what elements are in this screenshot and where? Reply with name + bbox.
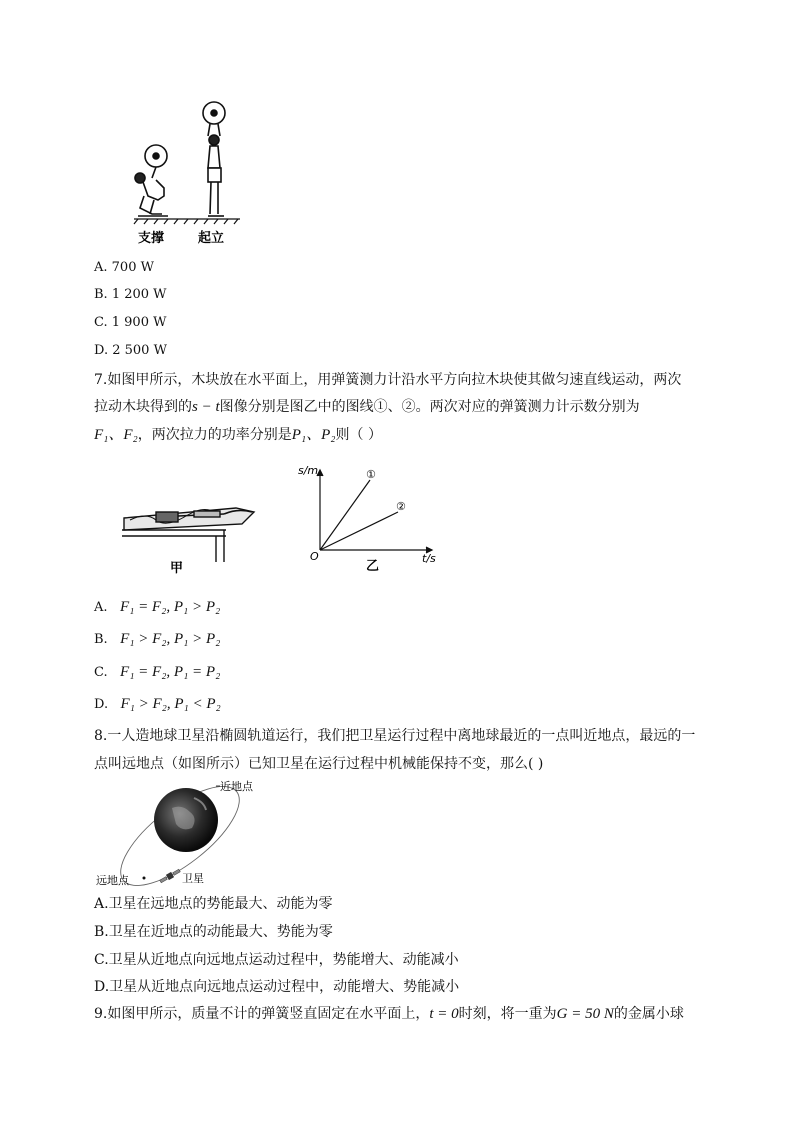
q7-option-b-letter: B. bbox=[94, 632, 108, 647]
q7-force-symbols: F₁、F₂ bbox=[94, 427, 138, 443]
satellite-orbit-figure bbox=[94, 778, 264, 890]
q6-option-a: A. 700 W bbox=[94, 260, 154, 275]
graph-line-2 bbox=[320, 512, 398, 550]
axis-x-label: t/s bbox=[422, 552, 436, 565]
q7-stem-pre: 拉动木块得到的 bbox=[94, 399, 192, 415]
q7-stem-line3 bbox=[94, 425, 382, 445]
q7-stem-post: 图像分别是图乙中的图线①、②。两次对应的弹簧测力计示数分别为 bbox=[219, 399, 640, 415]
q7-option-b bbox=[94, 629, 220, 650]
q7-option-d-expr: F₁ > F₂, P₁ < P₂ bbox=[120, 696, 221, 712]
q8-option-c: C.卫星从近地点向远地点运动过程中，势能增大、动能减小 bbox=[94, 952, 459, 968]
q9-stem-pre: 9.如图甲所示，质量不计的弹簧竖直固定在水平面上， bbox=[94, 1006, 430, 1022]
q9-time-expr: t = 0 bbox=[429, 1006, 459, 1022]
q8-stem-line2: 点叫远地点（如图所示）已知卫星在运行过程中机械能保持不变，那么( ) bbox=[94, 756, 544, 772]
q8-option-a: A.卫星在远地点的势能最大、动能为零 bbox=[94, 896, 333, 912]
origin-label: O bbox=[310, 550, 319, 563]
figure-yi-st-graph bbox=[294, 464, 444, 574]
label-yi: 乙 bbox=[366, 559, 380, 574]
q7-option-c-letter: C. bbox=[94, 665, 108, 680]
q7-option-d-letter: D. bbox=[94, 697, 109, 712]
q6-option-d: D. 2 500 W bbox=[94, 343, 167, 358]
q6-option-c: C. 1 900 W bbox=[94, 315, 167, 330]
satellite-icon bbox=[159, 868, 181, 884]
perigee-label: 近地点 bbox=[220, 780, 253, 793]
q7-st-symbol: s − t bbox=[192, 399, 220, 415]
line1-label: ① bbox=[366, 468, 376, 481]
graph-line-1 bbox=[320, 480, 370, 550]
q7-option-c-expr: F₁ = F₂, P₁ = P₂ bbox=[120, 664, 221, 680]
stand-lifter bbox=[203, 102, 225, 216]
axis-y-label: s/m bbox=[298, 464, 319, 477]
q7-stem-line1: 7.如图甲所示，木块放在水平面上，用弹簧测力计沿水平方向拉木块使其做匀速直线运动，两次 bbox=[94, 372, 682, 388]
q7-option-b-expr: F₁ > F₂, P₁ > P₂ bbox=[120, 631, 221, 647]
ground bbox=[134, 219, 240, 224]
q8-option-b: B.卫星在近地点的动能最大、势能为零 bbox=[94, 924, 333, 940]
q7-stem-mid: ，两次拉力的功率分别是 bbox=[137, 427, 292, 443]
q8-option-d: D.卫星从近地点向远地点运动过程中，动能增大、势能减小 bbox=[94, 979, 460, 995]
q6-option-b: B. 1 200 W bbox=[94, 287, 167, 302]
q8-stem-line1: 8.一人造地球卫星沿椭圆轨道运行，我们把卫星运行过程中离地球最近的一点叫近地点，最远的一 bbox=[94, 728, 696, 744]
q9-weight-expr: G = 50 N bbox=[556, 1006, 614, 1022]
weightlifter-figure bbox=[128, 96, 248, 248]
squat-lifter bbox=[135, 145, 168, 216]
label-squat: 支撑 bbox=[138, 231, 165, 246]
q7-stem-line2 bbox=[94, 397, 640, 417]
apogee-label: 远地点 bbox=[96, 874, 129, 887]
q7-option-a-letter: A. bbox=[94, 600, 108, 615]
label-jia: 甲 bbox=[170, 561, 184, 576]
q9-stem-post: 的金属小球 bbox=[613, 1006, 684, 1022]
line2-label: ② bbox=[396, 500, 406, 513]
q7-option-a bbox=[94, 597, 220, 618]
q9-stem-mid: 时刻，将一重为 bbox=[458, 1006, 557, 1022]
q7-option-c bbox=[94, 662, 220, 683]
q7-stem-end: 则（ ） bbox=[335, 427, 382, 443]
q7-option-a-expr: F₁ = F₂, P₁ > P₂ bbox=[119, 599, 221, 615]
satellite-label: 卫星 bbox=[182, 872, 204, 885]
q7-option-d bbox=[94, 694, 221, 715]
label-stand: 起立 bbox=[198, 231, 225, 246]
q9-stem-line1 bbox=[94, 1004, 684, 1024]
q7-power-symbols: P₁、P₂ bbox=[291, 427, 336, 443]
figure-jia-table bbox=[116, 500, 266, 580]
